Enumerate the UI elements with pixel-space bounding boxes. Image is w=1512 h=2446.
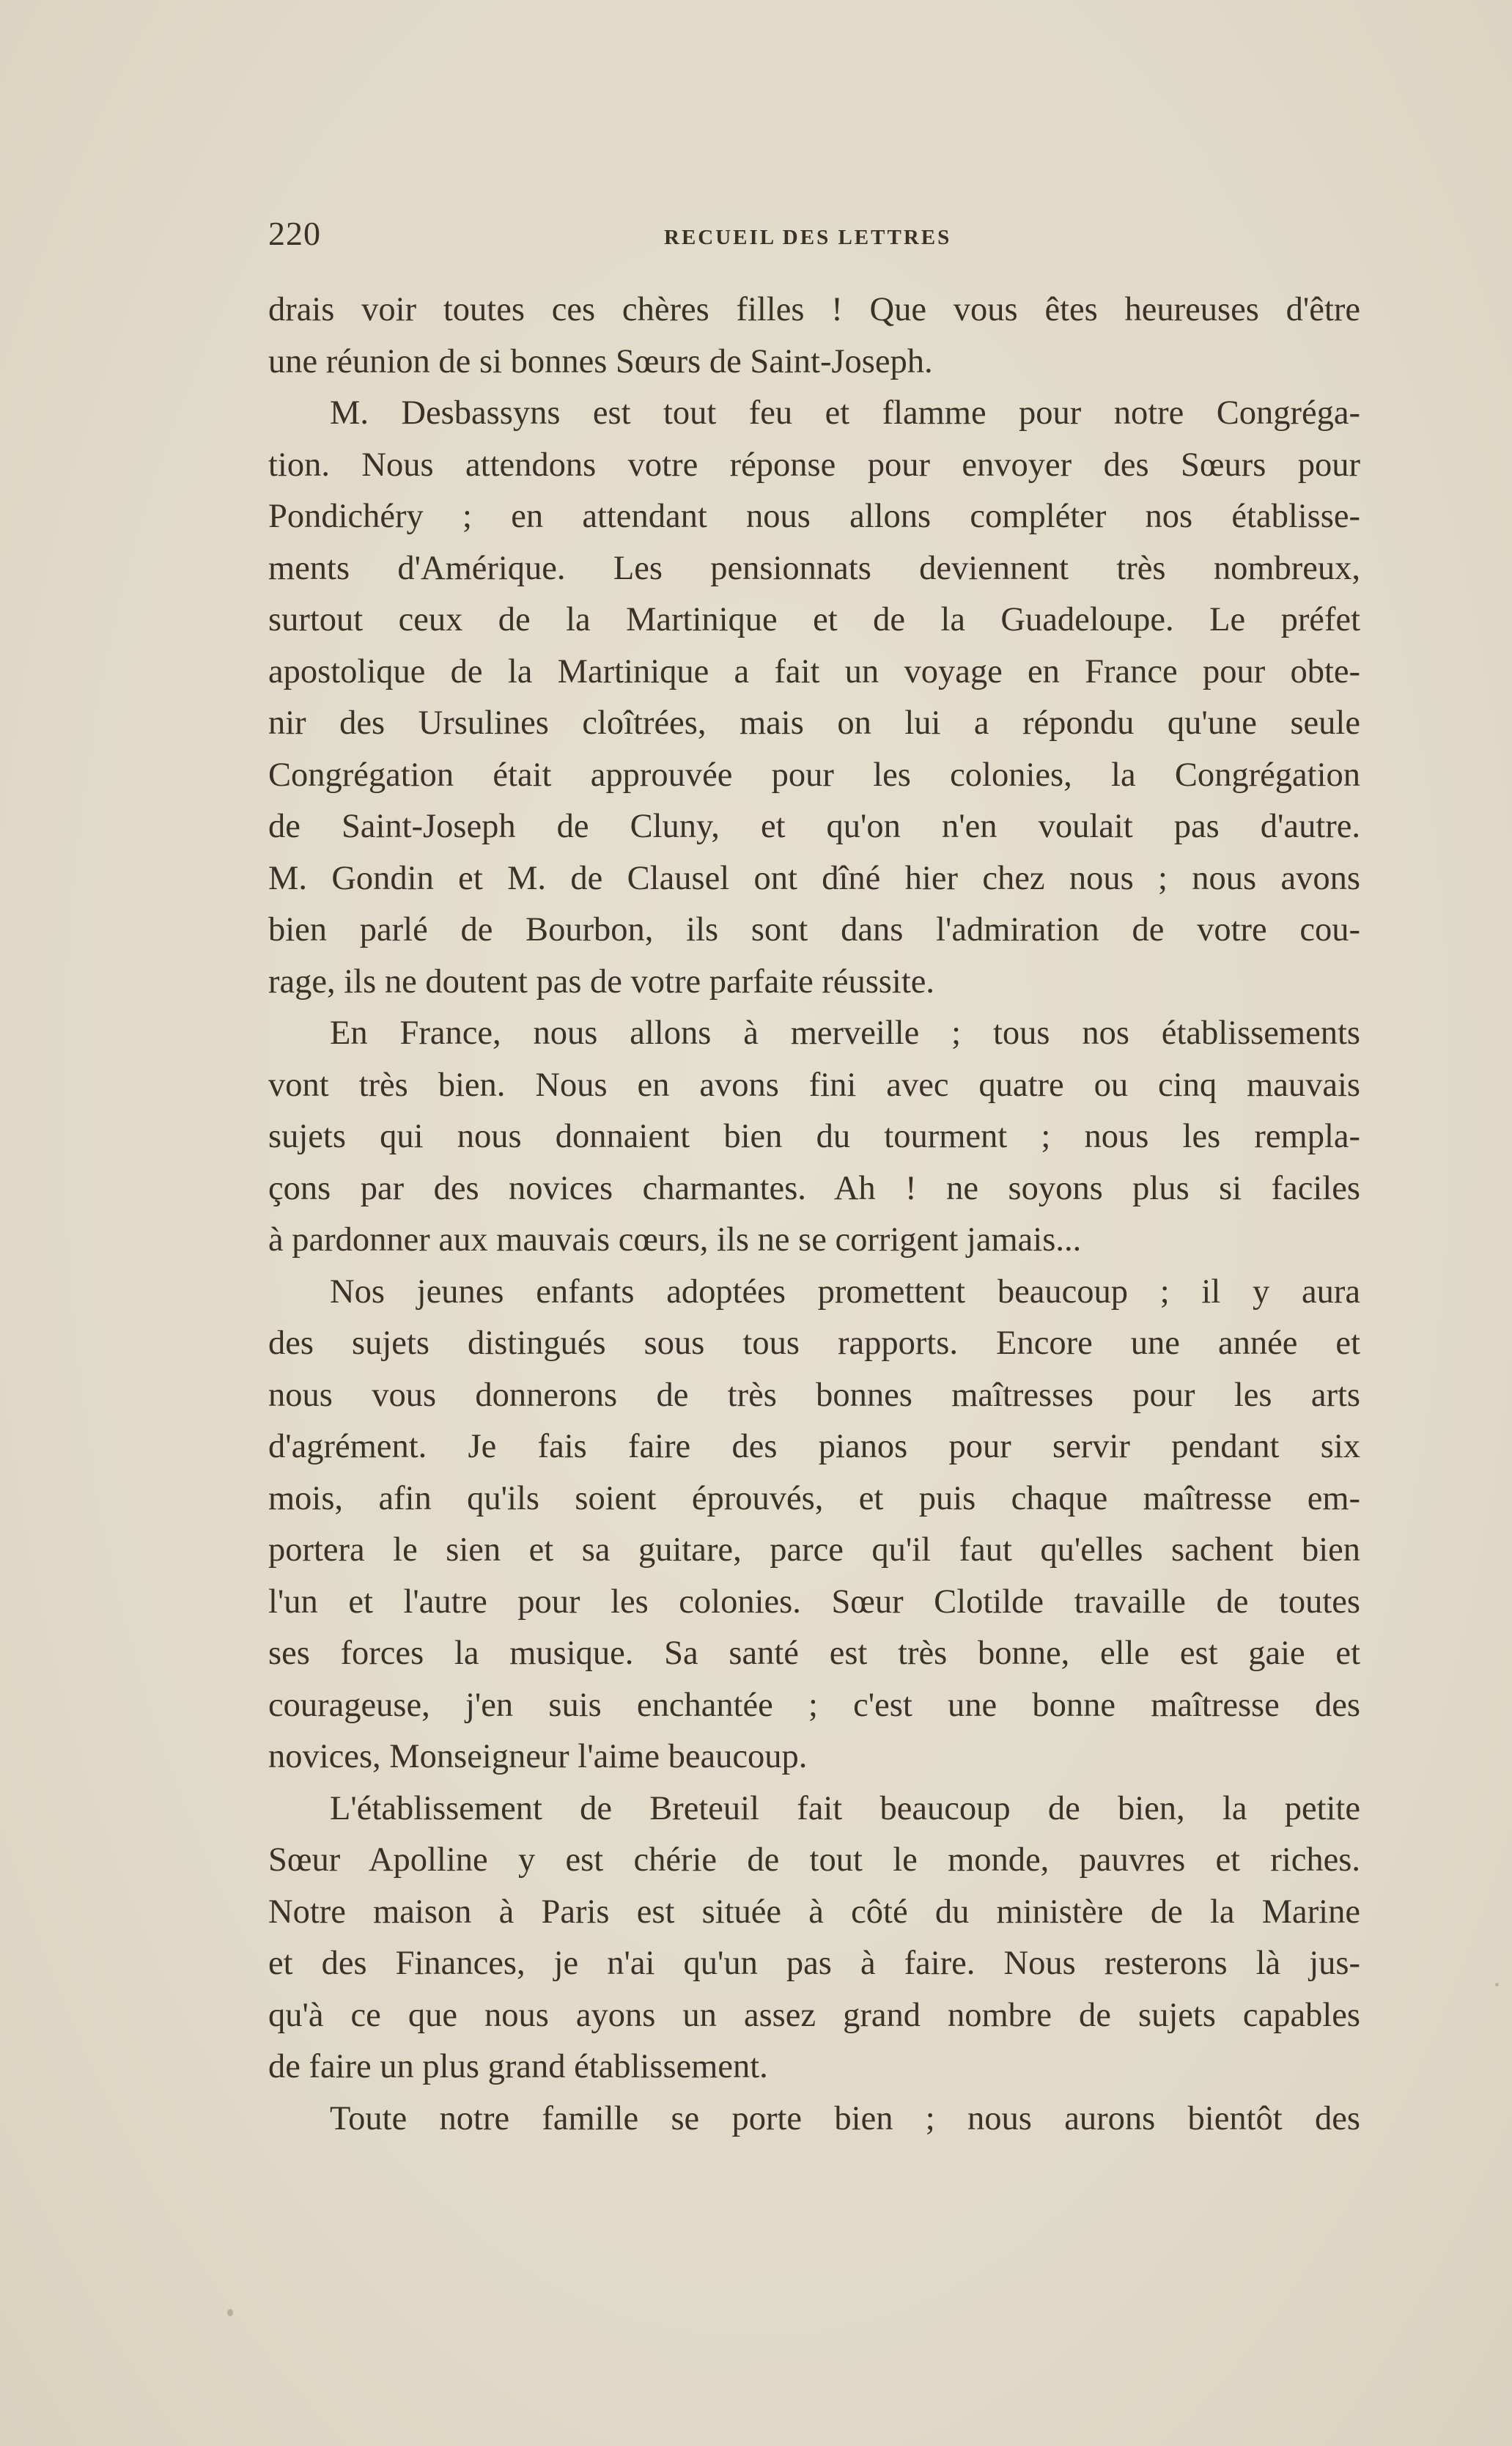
text-line: ses forces la musique. Sa santé est très bonne, elle est gaie et bbox=[268, 1635, 1360, 1672]
text-line: ments d'Amérique. Les pensionnats deviennent très nombreux, bbox=[268, 549, 1360, 587]
text-line: çons par des novices charmantes. Ah ! ne soyons plus si faciles bbox=[268, 1169, 1360, 1207]
text-line: et des Finances, je n'ai qu'un pas à faire. Nous resterons là jus- bbox=[268, 1945, 1360, 1982]
text-line: Toute notre famille se porte bien ; nous aurons bientôt des bbox=[330, 2099, 1360, 2137]
text-line: portera le sien et sa guitare, parce qu'il faut qu'elles sachent bien bbox=[268, 1531, 1360, 1569]
text-line: Notre maison à Paris est située à côté du ministère de la Marine bbox=[268, 1893, 1360, 1931]
text-line: de Saint-Joseph de Cluny, et qu'on n'en voulait pas d'autre. bbox=[268, 808, 1360, 845]
text-line: mois, afin qu'ils soient éprouvés, et puis chaque maîtresse em- bbox=[268, 1479, 1360, 1517]
page-number: 220 bbox=[268, 215, 321, 252]
text-line: courageuse, j'en suis enchantée ; c'est une bonne maîtresse des bbox=[268, 1686, 1360, 1724]
text-line: bien parlé de Bourbon, ils sont dans l'admiration de votre cou- bbox=[268, 911, 1360, 948]
text-line: Nos jeunes enfants adoptées promettent beaucoup ; il y aura bbox=[330, 1272, 1360, 1311]
text-line: qu'à ce que nous ayons un assez grand nombre de sujets capables bbox=[268, 1996, 1360, 2034]
text-line: l'un et l'autre pour les colonies. Sœur Clotilde travaille de toutes bbox=[268, 1583, 1360, 1621]
text-line: de faire un plus grand établissement. bbox=[268, 2048, 768, 2085]
text-line: tion. Nous attendons votre réponse pour envoyer des Sœurs pour bbox=[268, 446, 1360, 484]
paper-speck bbox=[227, 2309, 233, 2316]
text-line: Sœur Apolline y est chérie de tout le monde, pauvres et riches. bbox=[268, 1841, 1360, 1879]
paper-speck bbox=[1495, 1983, 1499, 1986]
text-line: apostolique de la Martinique a fait un voyage en France pour obte- bbox=[268, 652, 1360, 690]
text-line: nir des Ursulines cloîtrées, mais on lui a répondu qu'une seule bbox=[268, 704, 1360, 742]
page-header bbox=[268, 214, 1360, 258]
running-title: RECUEIL DES LETTRES bbox=[664, 226, 952, 249]
text-line: rage, ils ne doutent pas de votre parfaite réussite. bbox=[268, 962, 934, 1001]
text-line: nous vous donnerons de très bonnes maîtresses pour les arts bbox=[268, 1376, 1360, 1414]
text-line: novices, Monseigneur l'aime beaucoup. bbox=[268, 1738, 808, 1775]
text-line: à pardonner aux mauvais cœurs, ils ne se corrigent jamais... bbox=[268, 1221, 1082, 1259]
text-line: drais voir toutes ces chères filles ! Que vous êtes heureuses d'être bbox=[268, 291, 1360, 328]
text-line: M. Gondin et M. de Clausel ont dîné hier chez nous ; nous avons bbox=[268, 859, 1360, 897]
text-line: d'agrément. Je fais faire des pianos pour servir pendant six bbox=[268, 1428, 1360, 1465]
text-line: surtout ceux de la Martinique et de la Guadeloupe. Le préfet bbox=[268, 601, 1360, 638]
body-text bbox=[268, 284, 1360, 2145]
text-line: vont très bien. Nous en avons fini avec quatre ou cinq mauvais bbox=[268, 1066, 1360, 1104]
text-line: L'établissement de Breteuil fait beaucoup de bien, la petite bbox=[330, 1789, 1360, 1827]
text-line: sujets qui nous donnaient bien du tourment ; nous les rempla- bbox=[268, 1118, 1360, 1155]
text-line: une réunion de si bonnes Sœurs de Saint-Joseph. bbox=[268, 342, 933, 380]
text-line: Pondichéry ; en attendant nous allons compléter nos établisse- bbox=[268, 498, 1360, 535]
text-line: Congrégation était approuvée pour les colonies, la Congrégation bbox=[268, 756, 1360, 794]
text-line: des sujets distingués sous tous rapports. Encore une année et bbox=[268, 1325, 1360, 1362]
text-line: En France, nous allons à merveille ; tous nos établissements bbox=[330, 1014, 1360, 1052]
text-line: M. Desbassyns est tout feu et flamme pour notre Congréga- bbox=[330, 394, 1360, 432]
